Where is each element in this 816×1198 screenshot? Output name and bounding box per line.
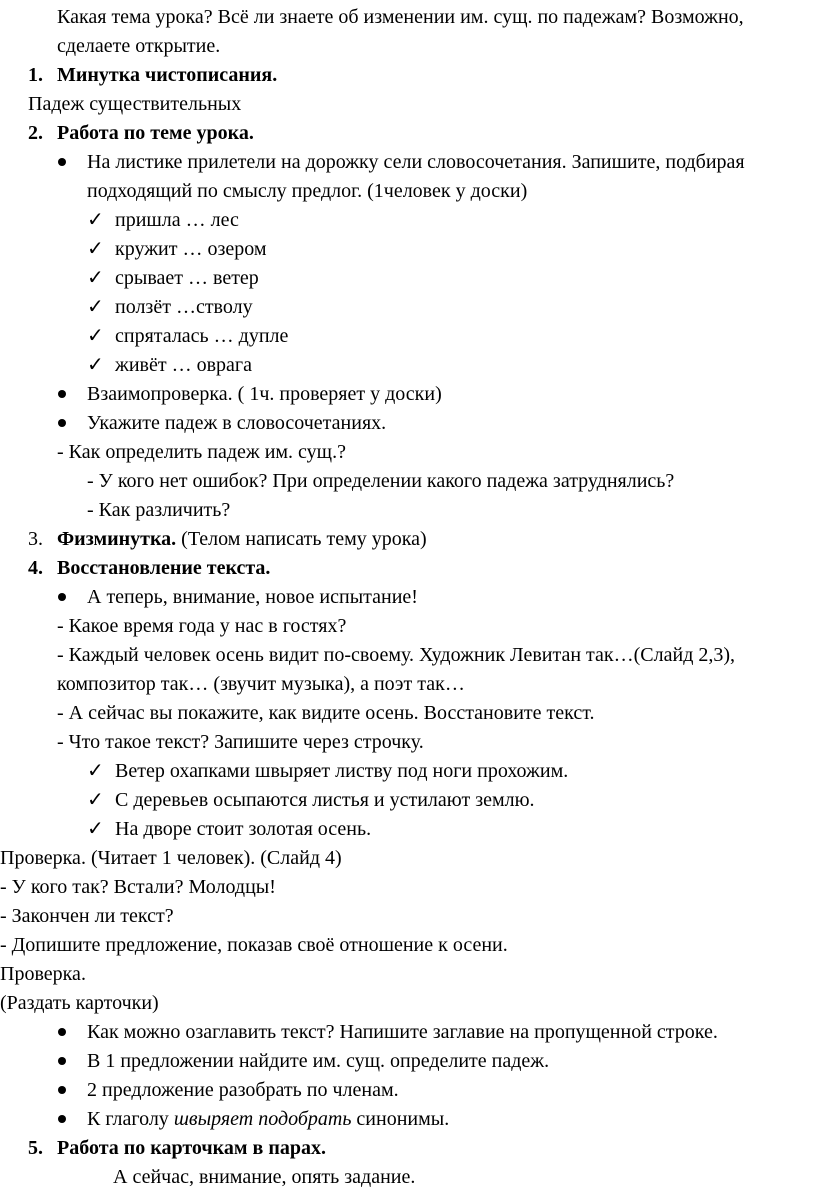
card-task-4-pre: К глаголу (87, 1108, 174, 1130)
check-line-4: - Допишите предложение, показав своё отношение к осени. (0, 934, 508, 956)
checkmark-icon: ✓ (87, 789, 104, 811)
bullet-icon (58, 380, 66, 409)
checkmark-icon: ✓ (87, 267, 104, 289)
check-line-1: Проверка. (Читает 1 человек). (Слайд 4) (0, 847, 342, 869)
checkmark-icon: ✓ (87, 209, 104, 231)
s4-check-item: На дворе стоит золотая осень. (115, 818, 372, 840)
s4-dialog-2-line-1: - Каждый человек осень видит по-своему. Художник Левитан так…(Слайд 2,3), (57, 644, 736, 666)
bullet-icon (58, 1047, 66, 1076)
s4-dialog-3: - А сейчас вы покажите, как видите осень. Восстановите текст. (57, 702, 595, 724)
s2-question-3: - Как различить? (87, 499, 231, 521)
s4-check-item: С деревьев осыпаются листья и устилают землю. (115, 789, 535, 811)
checkmark-icon: ✓ (87, 354, 104, 376)
intro-line-2: сделаете открытие. (57, 35, 221, 57)
s2-question-2: - У кого нет ошибок? При определении какого падежа затруднялись? (87, 470, 675, 492)
bullet-icon (58, 409, 66, 438)
section-4-number: 4. (28, 557, 43, 579)
s4-dialog-4: - Что такое текст? Запишите через строчку. (57, 731, 424, 753)
s2-check-item: пришла … лес (115, 209, 239, 231)
s4-bullet-1: А теперь, внимание, новое испытание! (87, 586, 418, 608)
card-task-4-italic: швыряет подобрать (173, 1108, 352, 1130)
section-5-number: 5. (28, 1137, 43, 1159)
section-5-text: А сейчас, внимание, опять задание. (113, 1166, 416, 1188)
card-task-4-post: синонимы. (351, 1108, 450, 1130)
s2-check-item: срывает … ветер (115, 267, 259, 289)
check-line-2: - У кого так? Встали? Молодцы! (0, 876, 276, 898)
section-3-number: 3. (28, 528, 43, 550)
section-1-title: Минутка чистописания. (57, 64, 278, 86)
section-3-rest: (Телом написать тему урока) (176, 528, 427, 550)
s2-bullet-3: Укажите падеж в словосочетаниях. (87, 412, 387, 434)
checkmark-icon: ✓ (87, 325, 104, 347)
section-4-title: Восстановление текста. (57, 557, 271, 579)
s4-dialog-2-line-2: композитор так… (звучит музыка), а поэт так… (57, 673, 465, 695)
section-1-text: Падеж существительных (28, 93, 242, 115)
s2-question-1: - Как определить падеж им. сущ.? (57, 441, 346, 463)
checkmark-icon: ✓ (87, 296, 104, 318)
section-2-title: Работа по теме урока. (57, 122, 254, 144)
check-line-6: (Раздать карточки) (0, 992, 159, 1014)
bullet-icon (58, 583, 66, 612)
s2-check-item: живёт … оврага (115, 354, 252, 376)
intro-line-1: Какая тема урока? Всё ли знаете об изменении им. сущ. по падежам? Возможно, (57, 6, 744, 28)
check-line-5: Проверка. (0, 963, 86, 985)
card-task-1: Как можно озаглавить текст? Напишите заглавие на пропущенной строке. (87, 1021, 718, 1043)
s2-bullet-1-line-2: подходящий по смыслу предлог. (1человек у доски) (87, 180, 528, 202)
checkmark-icon: ✓ (87, 760, 104, 782)
bullet-icon (58, 1076, 66, 1105)
section-1-number: 1. (28, 64, 43, 86)
s4-check-item: Ветер охапками швыряет листву под ноги прохожим. (115, 760, 569, 782)
card-task-3: 2 предложение разобрать по членам. (87, 1079, 399, 1101)
section-3-title: Физминутка. (57, 528, 177, 550)
s2-bullet-2: Взаимопроверка. ( 1ч. проверяет у доски) (87, 383, 442, 405)
section-5-title: Работа по карточкам в парах. (57, 1137, 326, 1159)
s2-check-item: кружит … озером (115, 238, 267, 260)
s2-check-item: ползёт …стволу (115, 296, 253, 318)
s2-bullet-1-line-1: На листике прилетели на дорожку сели словосочетания. Запишите, подбирая (87, 151, 745, 173)
section-2-number: 2. (28, 122, 43, 144)
card-task-2: В 1 предложении найдите им. сущ. определите падеж. (87, 1050, 550, 1072)
bullet-icon (58, 148, 66, 177)
section-3-line (57, 525, 427, 554)
card-task-4 (87, 1105, 449, 1134)
checkmark-icon: ✓ (87, 818, 104, 840)
checkmark-icon: ✓ (87, 238, 104, 260)
s2-check-item: спряталась … дупле (115, 325, 289, 347)
bullet-icon (58, 1105, 66, 1134)
bullet-icon (58, 1018, 66, 1047)
s4-dialog-1: - Какое время года у нас в гостях? (57, 615, 347, 637)
check-line-3: - Закончен ли текст? (0, 905, 174, 927)
